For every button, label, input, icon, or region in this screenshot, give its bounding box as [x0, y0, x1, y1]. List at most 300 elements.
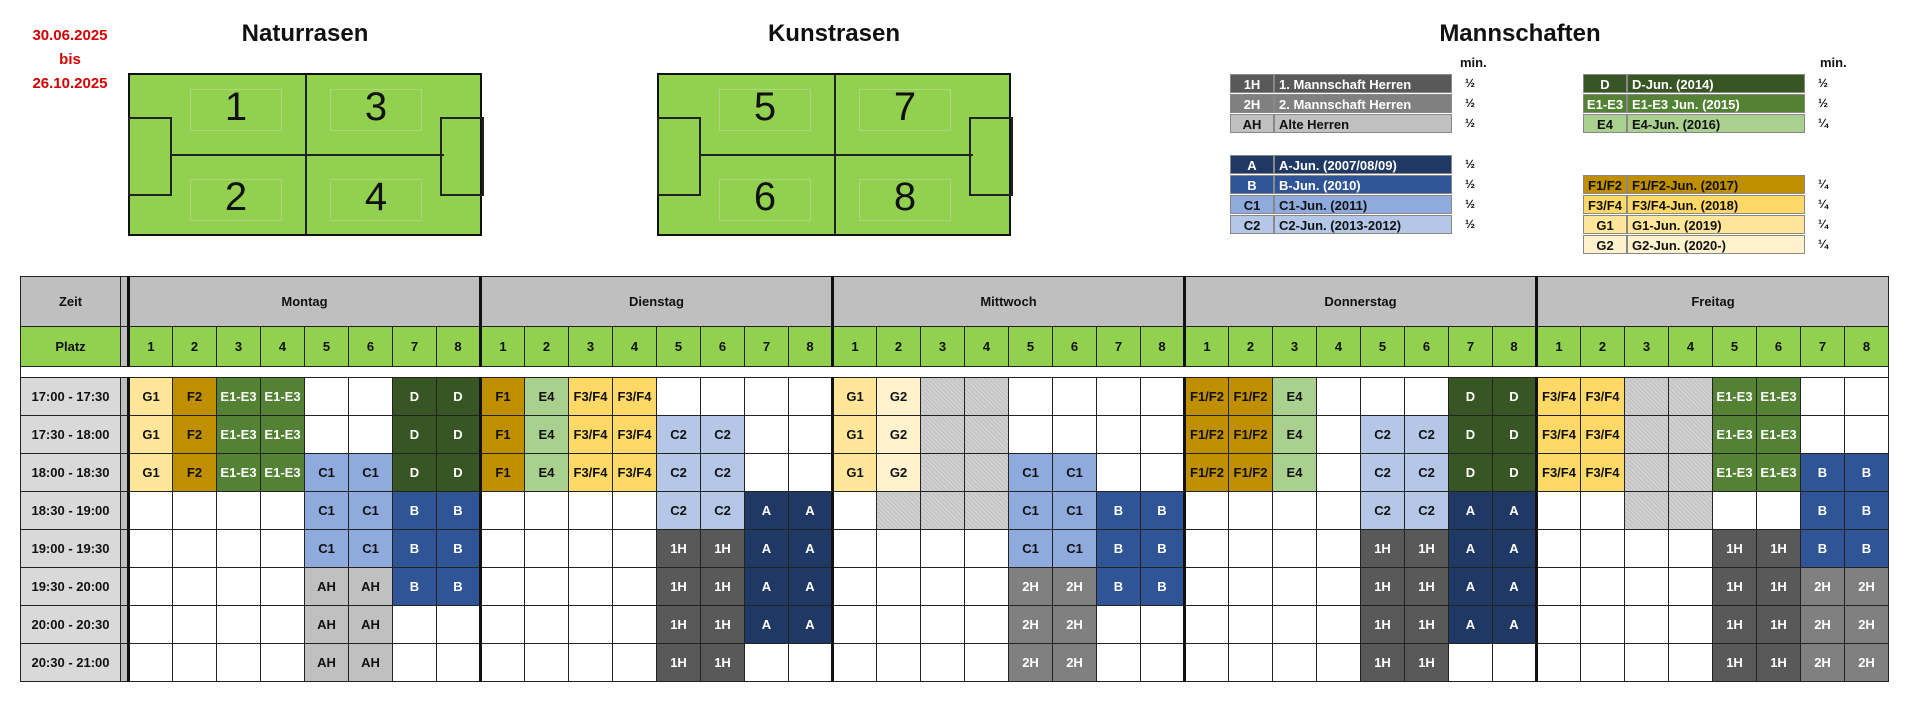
empty-cell	[1317, 454, 1361, 492]
team-cell: E4	[1273, 416, 1317, 454]
team-cell: G1	[129, 454, 173, 492]
team-cell: B	[1845, 454, 1889, 492]
team-cell: F3/F4	[569, 378, 613, 416]
team-cell: B	[1801, 454, 1845, 492]
team-cell: A	[1493, 606, 1537, 644]
time-slot-row	[21, 644, 1889, 682]
empty-cell	[1097, 606, 1141, 644]
day-header-freitag: Freitag	[1537, 277, 1889, 327]
blocked-cell	[1669, 454, 1713, 492]
team-cell: B	[1097, 530, 1141, 568]
team-cell: F2	[173, 416, 217, 454]
team-cell: B	[1801, 492, 1845, 530]
empty-cell	[1669, 606, 1713, 644]
team-cell: G2	[877, 378, 921, 416]
team-cell: E1-E3	[1757, 416, 1801, 454]
empty-cell	[173, 606, 217, 644]
team-cell: A	[789, 530, 833, 568]
legend-code: D	[1583, 74, 1627, 93]
platz-number: 2	[1581, 327, 1625, 367]
team-cell: 2H	[1009, 606, 1053, 644]
team-cell: E1-E3	[1713, 378, 1757, 416]
platz-number: 4	[965, 327, 1009, 367]
empty-cell	[525, 530, 569, 568]
team-cell: C2	[701, 454, 745, 492]
empty-cell	[481, 492, 525, 530]
empty-cell	[525, 606, 569, 644]
time-slot-row	[21, 530, 1889, 568]
empty-cell	[1581, 644, 1625, 682]
empty-cell	[1229, 644, 1273, 682]
empty-cell	[745, 454, 789, 492]
platz-number: 1	[1185, 327, 1229, 367]
empty-cell	[701, 378, 745, 416]
empty-cell	[481, 568, 525, 606]
blocked-cell	[965, 416, 1009, 454]
empty-cell	[965, 568, 1009, 606]
field-number-3: 3	[364, 85, 388, 129]
platz-number: 6	[1757, 327, 1801, 367]
legend-code: G1	[1583, 215, 1627, 234]
team-cell: E4	[1273, 378, 1317, 416]
separator-cell	[121, 492, 129, 530]
period-from: 30.06.2025	[32, 27, 108, 44]
empty-cell	[833, 644, 877, 682]
team-cell: AH	[349, 606, 393, 644]
team-cell: A	[1449, 568, 1493, 606]
time-label: 17:00 - 17:30	[21, 378, 121, 416]
empty-cell	[833, 492, 877, 530]
empty-cell	[261, 492, 305, 530]
team-cell: F1	[481, 416, 525, 454]
team-cell: B	[1097, 492, 1141, 530]
separator-cell	[121, 568, 129, 606]
empty-cell	[173, 530, 217, 568]
empty-cell	[173, 644, 217, 682]
team-cell: C1	[305, 492, 349, 530]
empty-cell	[1625, 606, 1669, 644]
team-cell: C2	[1361, 454, 1405, 492]
platz-number: 6	[1053, 327, 1097, 367]
empty-cell	[1449, 644, 1493, 682]
empty-cell	[1229, 568, 1273, 606]
legend-code: 1H	[1230, 74, 1274, 93]
empty-cell	[1185, 568, 1229, 606]
team-cell: F3/F4	[1537, 454, 1581, 492]
platz-number: 2	[525, 327, 569, 367]
empty-cell	[1669, 644, 1713, 682]
empty-cell	[877, 606, 921, 644]
team-cell: D	[437, 454, 481, 492]
empty-cell	[613, 644, 657, 682]
platz-number: 5	[305, 327, 349, 367]
blocked-cell	[1669, 492, 1713, 530]
team-cell: E1-E3	[1757, 378, 1801, 416]
empty-cell	[1273, 606, 1317, 644]
empty-cell	[789, 644, 833, 682]
team-cell: A	[1493, 492, 1537, 530]
field-number-6: 6	[753, 175, 777, 219]
empty-cell	[1537, 530, 1581, 568]
empty-cell	[921, 606, 965, 644]
empty-cell	[789, 416, 833, 454]
team-cell: E1-E3	[1713, 454, 1757, 492]
team-cell: C1	[349, 492, 393, 530]
team-cell: 1H	[701, 606, 745, 644]
team-cell: C2	[1405, 454, 1449, 492]
platz-number: 3	[569, 327, 613, 367]
empty-cell	[1361, 378, 1405, 416]
team-cell: G2	[877, 454, 921, 492]
empty-cell	[217, 492, 261, 530]
blocked-cell	[965, 454, 1009, 492]
platz-number: 4	[1317, 327, 1361, 367]
team-cell: 1H	[1361, 644, 1405, 682]
time-label: 19:30 - 20:00	[21, 568, 121, 606]
team-cell: D	[437, 416, 481, 454]
platz-number: 7	[1801, 327, 1845, 367]
team-cell: F3/F4	[1581, 378, 1625, 416]
team-cell: 1H	[1405, 530, 1449, 568]
empty-cell	[745, 416, 789, 454]
team-cell: E1-E3	[1757, 454, 1801, 492]
empty-cell	[1625, 530, 1669, 568]
team-cell: F2	[173, 454, 217, 492]
empty-cell	[481, 530, 525, 568]
empty-cell	[349, 416, 393, 454]
legend-min: ¼	[1817, 177, 1828, 191]
separator-cell	[121, 606, 129, 644]
empty-cell	[173, 568, 217, 606]
platz-number: 3	[921, 327, 965, 367]
team-cell: 2H	[1801, 568, 1845, 606]
empty-cell	[1141, 378, 1185, 416]
team-cell: 1H	[1405, 568, 1449, 606]
time-slot-row	[21, 492, 1889, 530]
legend-min: ½	[1464, 217, 1475, 231]
empty-cell	[1581, 606, 1625, 644]
platz-number: 7	[1449, 327, 1493, 367]
team-cell: D	[1449, 416, 1493, 454]
empty-cell	[393, 606, 437, 644]
legend-name: F3/F4-Jun. (2018)	[1627, 195, 1805, 214]
empty-cell	[1801, 416, 1845, 454]
team-cell: C1	[1009, 530, 1053, 568]
team-cell: B	[393, 530, 437, 568]
platz-number: 3	[1625, 327, 1669, 367]
team-cell: 1H	[1757, 530, 1801, 568]
platz-number: 3	[1273, 327, 1317, 367]
empty-cell	[569, 568, 613, 606]
empty-cell	[613, 530, 657, 568]
empty-cell	[525, 644, 569, 682]
separator-cell	[121, 378, 129, 416]
team-cell: B	[1845, 492, 1889, 530]
kunstrasen-title: Kunstrasen	[767, 20, 901, 47]
legend-code: F3/F4	[1583, 195, 1627, 214]
legend-min: ½	[1817, 96, 1828, 110]
empty-cell	[833, 606, 877, 644]
team-cell: B	[437, 568, 481, 606]
empty-cell	[305, 416, 349, 454]
time-slot-row	[21, 378, 1889, 416]
day-header-montag: Montag	[129, 277, 481, 327]
empty-cell	[1141, 606, 1185, 644]
platz-number: 8	[789, 327, 833, 367]
time-label: 19:00 - 19:30	[21, 530, 121, 568]
team-cell: B	[1097, 568, 1141, 606]
team-cell: 1H	[701, 644, 745, 682]
team-cell: F1/F2	[1185, 378, 1229, 416]
platz-number: 1	[833, 327, 877, 367]
team-cell: D	[1449, 454, 1493, 492]
platz-number: 8	[1845, 327, 1889, 367]
team-cell: 2H	[1009, 644, 1053, 682]
empty-cell	[305, 378, 349, 416]
empty-cell	[261, 644, 305, 682]
zeit-header: Zeit	[21, 277, 121, 327]
team-cell: B	[437, 492, 481, 530]
platz-number: 7	[745, 327, 789, 367]
separator-cell	[121, 277, 129, 327]
team-cell: 1H	[1405, 644, 1449, 682]
empty-cell	[1053, 416, 1097, 454]
field-number-2: 2	[224, 175, 248, 219]
team-cell: F3/F4	[613, 454, 657, 492]
empty-cell	[569, 644, 613, 682]
team-cell: A	[789, 492, 833, 530]
team-cell: 1H	[1757, 606, 1801, 644]
team-cell: C2	[1405, 416, 1449, 454]
empty-cell	[965, 644, 1009, 682]
empty-cell	[1229, 606, 1273, 644]
blocked-cell	[965, 378, 1009, 416]
team-cell: B	[437, 530, 481, 568]
empty-cell	[1141, 416, 1185, 454]
empty-cell	[1537, 492, 1581, 530]
empty-cell	[1317, 568, 1361, 606]
team-cell: 1H	[657, 568, 701, 606]
platz-number: 3	[217, 327, 261, 367]
team-cell: 1H	[1361, 530, 1405, 568]
team-cell: E1-E3	[261, 416, 305, 454]
team-cell: C2	[657, 454, 701, 492]
team-cell: F1/F2	[1229, 454, 1273, 492]
field-number-4: 4	[364, 175, 388, 219]
empty-cell	[217, 644, 261, 682]
team-cell: 1H	[1757, 568, 1801, 606]
platz-number: 5	[657, 327, 701, 367]
team-cell: 2H	[1845, 568, 1889, 606]
team-cell: F1/F2	[1229, 416, 1273, 454]
empty-cell	[129, 606, 173, 644]
empty-cell	[1581, 568, 1625, 606]
legend-min: ½	[1464, 157, 1475, 171]
empty-cell	[1537, 568, 1581, 606]
team-cell: 2H	[1801, 606, 1845, 644]
legend-code: C1	[1230, 195, 1274, 214]
empty-cell	[261, 606, 305, 644]
legend-min: ½	[1464, 197, 1475, 211]
team-cell: A	[745, 606, 789, 644]
empty-cell	[1317, 492, 1361, 530]
team-cell: 2H	[1801, 644, 1845, 682]
platz-header: Platz	[21, 327, 121, 367]
team-cell: E1-E3	[1713, 416, 1757, 454]
empty-cell	[1009, 416, 1053, 454]
team-cell: AH	[305, 568, 349, 606]
team-cell: C1	[1009, 454, 1053, 492]
min-header-right: min.	[1820, 55, 1847, 70]
team-cell: 2H	[1053, 568, 1097, 606]
empty-cell	[745, 644, 789, 682]
empty-cell	[1185, 492, 1229, 530]
empty-cell	[1185, 606, 1229, 644]
team-cell: 1H	[657, 644, 701, 682]
team-cell: B	[393, 492, 437, 530]
blocked-cell	[921, 492, 965, 530]
separator-cell	[121, 454, 129, 492]
platz-number: 5	[1713, 327, 1757, 367]
empty-cell	[1185, 530, 1229, 568]
empty-cell	[613, 606, 657, 644]
team-cell: G1	[129, 416, 173, 454]
empty-cell	[1097, 378, 1141, 416]
naturrasen-field	[128, 73, 482, 236]
blocked-cell	[921, 416, 965, 454]
legend-min: ½	[1464, 76, 1475, 90]
field-number-1: 1	[224, 85, 248, 129]
empty-cell	[1537, 606, 1581, 644]
platz-number: 6	[1405, 327, 1449, 367]
team-cell: B	[1141, 568, 1185, 606]
legend-name: Alte Herren	[1274, 114, 1452, 133]
platz-number: 7	[393, 327, 437, 367]
team-cell: A	[745, 530, 789, 568]
team-cell: D	[393, 454, 437, 492]
legend-code: B	[1230, 175, 1274, 194]
empty-cell	[1317, 378, 1361, 416]
legend-name: 1. Mannschaft Herren	[1274, 74, 1452, 93]
team-cell: 1H	[1713, 530, 1757, 568]
team-cell: F3/F4	[569, 454, 613, 492]
schedule-table	[20, 276, 1889, 682]
empty-cell	[1669, 530, 1713, 568]
empty-cell	[1317, 606, 1361, 644]
empty-cell	[437, 644, 481, 682]
team-cell: 1H	[657, 530, 701, 568]
team-cell: D	[1493, 416, 1537, 454]
empty-cell	[1581, 492, 1625, 530]
empty-cell	[1185, 644, 1229, 682]
spacer-row	[21, 367, 1889, 378]
empty-cell	[1273, 492, 1317, 530]
empty-cell	[745, 378, 789, 416]
team-cell: 1H	[701, 568, 745, 606]
team-cell: E1-E3	[261, 454, 305, 492]
empty-cell	[1317, 530, 1361, 568]
team-cell: C2	[1361, 416, 1405, 454]
team-cell: F3/F4	[1581, 454, 1625, 492]
empty-cell	[1009, 378, 1053, 416]
blocked-cell	[965, 492, 1009, 530]
empty-cell	[1537, 644, 1581, 682]
blocked-cell	[1625, 454, 1669, 492]
team-cell: A	[1449, 606, 1493, 644]
empty-cell	[437, 606, 481, 644]
blocked-cell	[877, 492, 921, 530]
team-cell: B	[1801, 530, 1845, 568]
platz-number: 1	[129, 327, 173, 367]
separator-cell	[121, 416, 129, 454]
empty-cell	[1141, 644, 1185, 682]
legend-min: ¼	[1817, 217, 1828, 231]
team-cell: C1	[1009, 492, 1053, 530]
legend-code: 2H	[1230, 94, 1274, 113]
empty-cell	[261, 530, 305, 568]
legend-code: E1-E3	[1583, 94, 1627, 113]
team-cell: C1	[1053, 492, 1097, 530]
empty-cell	[657, 378, 701, 416]
team-cell: D	[1493, 378, 1537, 416]
empty-cell	[833, 530, 877, 568]
empty-cell	[877, 644, 921, 682]
platz-number: 2	[173, 327, 217, 367]
team-cell: E4	[525, 416, 569, 454]
empty-cell	[1625, 568, 1669, 606]
empty-cell	[129, 530, 173, 568]
team-cell: E1-E3	[261, 378, 305, 416]
team-cell: F1	[481, 378, 525, 416]
day-header-mittwoch: Mittwoch	[833, 277, 1185, 327]
team-cell: B	[393, 568, 437, 606]
team-cell: 1H	[1713, 606, 1757, 644]
empty-cell	[1273, 568, 1317, 606]
empty-cell	[965, 606, 1009, 644]
team-cell: C2	[701, 416, 745, 454]
empty-cell	[217, 606, 261, 644]
naturrasen-title: Naturrasen	[241, 20, 369, 47]
team-cell: F1/F2	[1229, 378, 1273, 416]
empty-cell	[1229, 492, 1273, 530]
time-slot-row	[21, 568, 1889, 606]
empty-cell	[129, 644, 173, 682]
team-cell: G1	[129, 378, 173, 416]
team-cell: B	[1845, 530, 1889, 568]
team-cell: F3/F4	[569, 416, 613, 454]
platz-number: 5	[1361, 327, 1405, 367]
team-cell: A	[1493, 568, 1537, 606]
time-slot-row	[21, 454, 1889, 492]
team-cell: G1	[833, 378, 877, 416]
blocked-cell	[1669, 378, 1713, 416]
team-cell: 1H	[1713, 644, 1757, 682]
time-label: 18:30 - 19:00	[21, 492, 121, 530]
empty-cell	[481, 606, 525, 644]
legend-min: ¼	[1817, 197, 1828, 211]
blocked-cell	[1625, 492, 1669, 530]
team-cell: G1	[833, 454, 877, 492]
legend-name: G1-Jun. (2019)	[1627, 215, 1805, 234]
blocked-cell	[1625, 378, 1669, 416]
team-cell: G1	[833, 416, 877, 454]
team-cell: 2H	[1845, 606, 1889, 644]
legend-code: F1/F2	[1583, 175, 1627, 194]
team-cell: E4	[525, 378, 569, 416]
team-cell: C1	[305, 530, 349, 568]
team-cell: G2	[877, 416, 921, 454]
period-box	[20, 24, 120, 96]
